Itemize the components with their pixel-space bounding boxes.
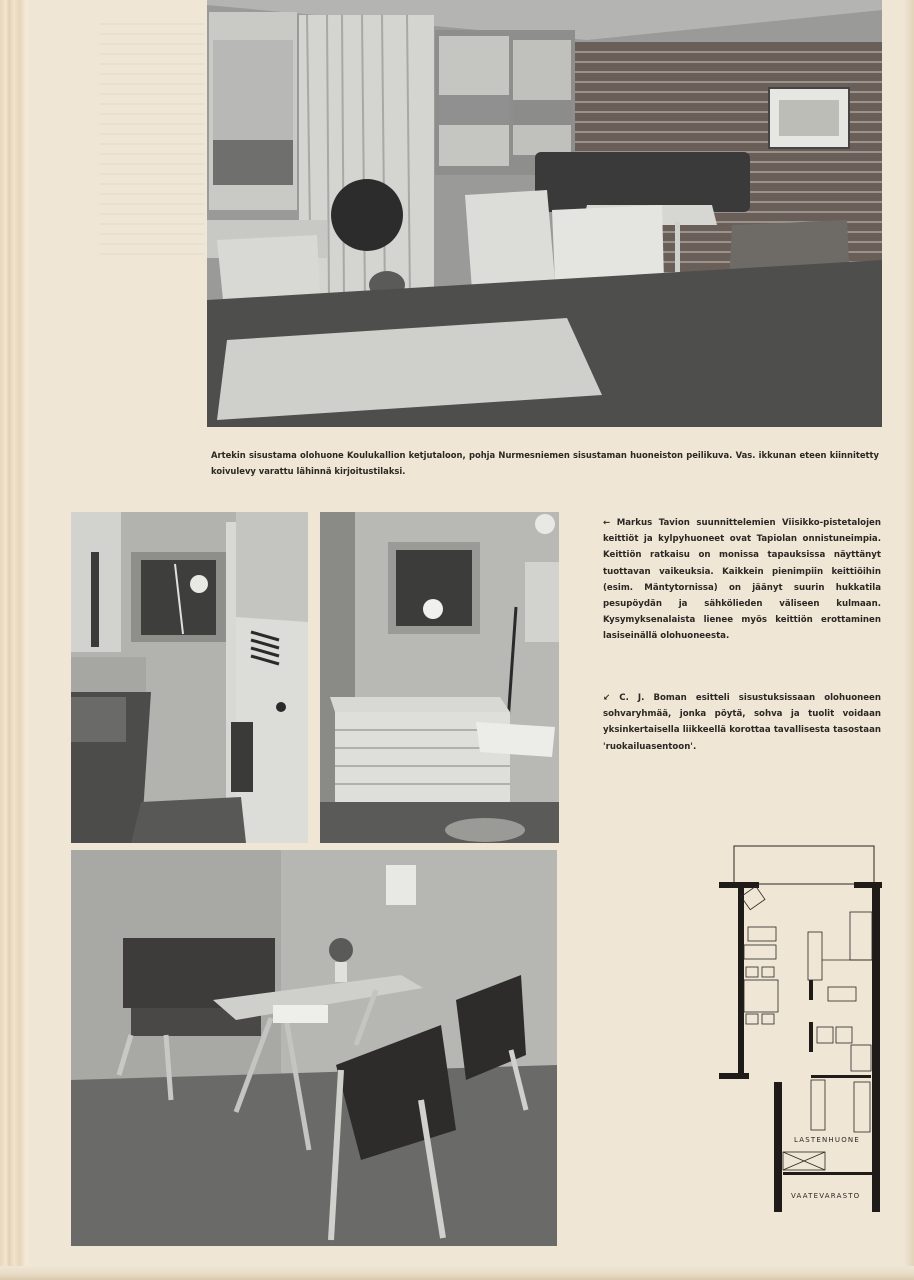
photo-sofa-group	[71, 850, 557, 1246]
photo-bathroom	[320, 512, 559, 843]
caption-kitchen-bath-text: Markus Tavion suunnittelemien Viisikko-pistetalojen keittiöt ja kylpyhuoneet ovat Tapiolan onnistuneimpia. Keittiön ratkaisu on monissa tapauksissa näyttänyt tuottavan vaikeuksia. Kaikkein pienimpiin keittiöihin (esim. Mäntytornissa) on jäänyt suurin hukkatila pesupöydän ja sähkölieden väliseen kulmaan. Kysymyksenalaista lienee myös keittiön erottaminen lasiseinällä olohuoneesta.	[603, 518, 881, 642]
photo-kitchen	[71, 512, 308, 843]
caption-dining	[603, 690, 881, 755]
caption-dining-text: C. J. Boman esitteli sisustuksissaan olohuoneen sohvaryhmää, jonka pöytä, sohva ja tuolit voidaan yksinkertaisella liikkeellä korottaa tavallisesta tasostaan 'ruokailuasentoon'.	[603, 693, 881, 752]
page-bottom-edge	[0, 1266, 914, 1280]
show-through-texture	[100, 15, 205, 255]
arrow-left-icon: ←	[603, 518, 611, 528]
photo-living-room	[207, 0, 882, 427]
plan-label-lastenhuone: LASTENHUONE	[794, 1136, 860, 1144]
caption-kitchen-bath	[603, 515, 881, 645]
arrow-down-left-icon: ↙	[603, 693, 611, 703]
page-right-edge	[904, 0, 914, 1280]
plan-label-vaatevarasto: VAATEVARASTO	[791, 1192, 861, 1200]
caption-living-room: Artekin sisustama olohuone Koulukallion ketjutaloon, pohja Nurmesniemen sisustaman huoneiston peilikuva. Vas. ikkunan eteen kiinnitetty koivulevy varattu lähinnä kirjoitustilaksi.	[211, 450, 879, 476]
floor-plan	[716, 842, 888, 1218]
page-binding-edge	[0, 0, 30, 1280]
